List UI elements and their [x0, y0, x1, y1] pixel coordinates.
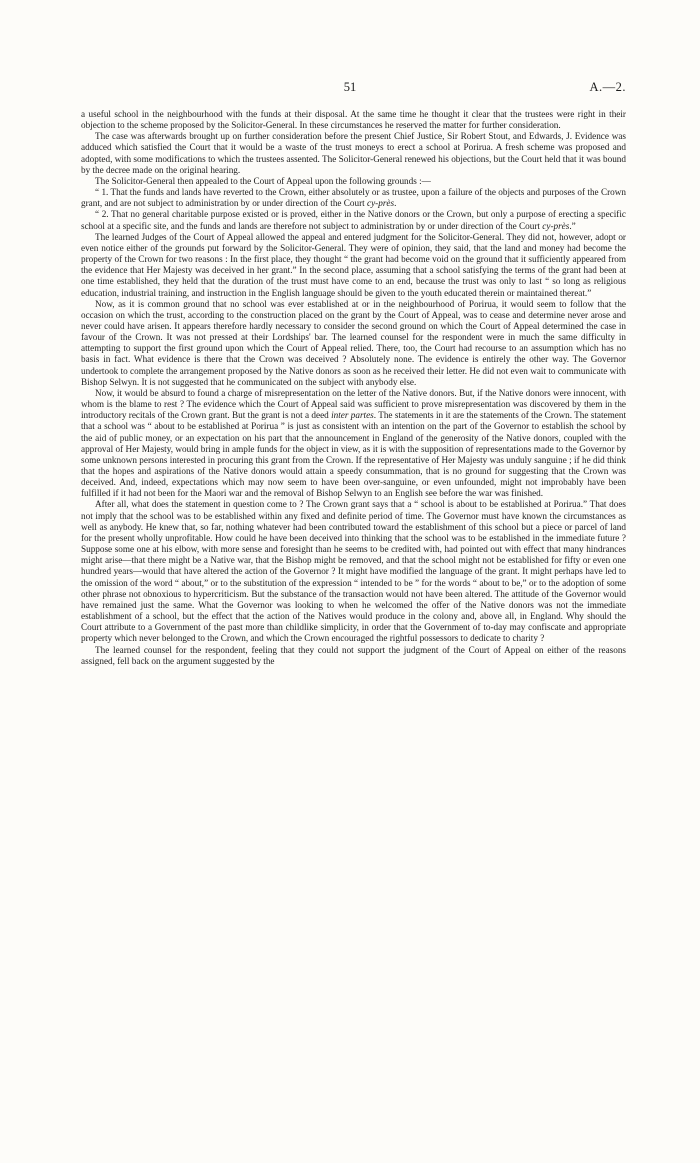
paragraph: “ 2. That no general charitable purpose existed or is proved, either in the Native donors or the Crown, but only a purpose of erecting a specific school at a specific site, and the funds and lands are therefore not subject to administration by or under direction of the Court cy-près.”: [81, 209, 626, 231]
paragraph: Now, as it is common ground that no school was ever established at or in the neighbourhood of Porirua, it would seem to follow that the occasion on which the trust, according to the construction placed on the grant by the Court of Appeal, was to cease and determine never arose and never could have arisen. It appears therefore hardly necessary to consider the second ground on which the Court of Appeal determined the case in favour of the Crown. It was not pressed at their Lordships' bar. The learned counsel for the respondent were in much the same difficulty in attempting to support the first ground upon which the Court of Appeal relied. There, too, the Court had recourse to an assumption which has no basis in fact. What evidence is there that the Crown was deceived ? Absolutely none. The evidence is entirely the other way. The Governor undertook to complete the arrangement proposed by the Native donors as soon as he received their letter. He did not even wait to communicate with Bishop Selwyn. It is not suggested that he communicated on the subject with anybody else.: [81, 298, 626, 387]
paragraph: The learned counsel for the respondent, feeling that they could not support the judgment of the Court of Appeal on either of the reasons assigned, fell back on the argument suggested by the: [81, 644, 626, 666]
paragraph: a useful school in the neighbourhood with the funds at their disposal. At the same time he thought it clear that the trustees were right in their objection to the scheme proposed by the Solicitor-General. In these circumstances he reserved the matter for further consideration.: [81, 109, 626, 131]
document-reference: A.—2.: [589, 80, 626, 94]
page-number: 51: [343, 80, 357, 94]
italic-phrase: cy-près: [542, 220, 570, 231]
italic-phrase: inter partes: [331, 410, 374, 421]
body-text: [81, 109, 626, 667]
paragraph: “ 1. That the funds and lands have reverted to the Crown, either absolutely or as trustee, upon a failure of the objects and purposes of the Crown grant, and are not subject to administration by or under direction of the Court cy-près.: [81, 187, 626, 209]
page-header: [0, 80, 700, 96]
italic-phrase: cy-près: [367, 198, 395, 209]
paragraph: The Solicitor-General then appealed to the Court of Appeal upon the following grounds :—: [95, 175, 431, 186]
paragraph: After all, what does the statement in question come to ? The Crown grant says that a “ school is about to be established at Porirua.” That does not imply that the school was to be established within any fixed and definite period of time. The Governor must have known the circumstances as well as anybody. He knew that, so far, nothing whatever had been contributed toward the establishment of this school but a piece or parcel of land for the present wholly unprofitable. How could he have been deceived into thinking that the school was to be established in the immediate future ? Suppose some one at his elbow, with more sense and foresight than he seems to be credited with, had pointed out with effect that many hindrances might arise—that there might be a Native war, that the Bishop might be removed, and that the school might not be established for fifty or even one hundred years—would that have altered the action of the Governor ? It might have modified the language of the grant. It might perhaps have led to the omission of the word “ about,” or to the substitution of the expression “ intended to be ” for the words “ about to be,” or to the adoption of some other phrase not obnoxious to hypercriticism. But the substance of the transaction would not have been altered. The attitude of the Governor would have remained just the same. What the Governor was looking to when he welcomed the offer of the Native donors was not the immediate establishment of a school, but the effect that the action of the Natives would produce in the colony and, above all, in England. Why should the Court attribute to a Government of the past more than childlike simplicity, in order that the Government of to-day may confiscate and appropriate property which never belonged to the Crown, and which the Crown encouraged the rightful possessors to dedicate to charity ?: [81, 499, 626, 644]
paragraph: Now, it would be absurd to found a charge of misrepresentation on the letter of the Native donors. But, if the Native donors were innocent, with whom is the blame to rest ? The evidence which the Court of Appeal said was sufficient to prove misrepresentation was discovered by them in the introductory recitals of the Crown grant. But the grant is not a deed inter partes. The statements in it are the statements of the Crown. The statement that a school was “ about to be established at Porirua ” is just as consistent with an intention on the part of the Governor to establish the school by the aid of public money, or an expectation on his part that the announcement in England of the generosity of the Native donors, coupled with the approval of Her Majesty, would bring in ample funds for the object in view, as it is with the supposition of representations made to the Governor by some unknown persons interested in procuring this grant from the Crown. If the representative of Her Majesty was unduly sanguine ; if he did think that the hopes and aspirations of the Native donors would attain a speedy consummation, that is no ground for suggesting that the Crown was deceived. And, indeed, expectations which may now seem to have been over-sanguine, or even unfounded, might not improbably have been fulfilled if it had not been for the Maori war and the removal of Bishop Selwyn to an English see before the war was finished.: [81, 387, 626, 499]
paragraph: The learned Judges of the Court of Appeal allowed the appeal and entered judgment for the Solicitor-General. They did not, however, adopt or even notice either of the grounds put forward by the Solicitor-General. They were of opinion, they said, that the land and money had become the property of the Crown for two reasons : In the first place, they thought “ the grant had become void on the ground that it sufficiently appeared from the evidence that Her Majesty was deceived in her grant.” In the second place, assuming that a school satisfying the terms of the grant had been at one time established, they held that the duration of the trust must have come to an end, because the trust was only to last “ so long as religious education, industrial training, and instruction in the English language should be given to the youth educated therein or maintained thereat.”: [81, 231, 626, 298]
paragraph: The case was afterwards brought up on further consideration before the present Chief Justice, Sir Robert Stout, and Edwards, J. Evidence was adduced which satisfied the Court that it would be a waste of the trust moneys to erect a school at Porirua. A fresh scheme was proposed and adopted, with some modifications to which the trustees assented. The Solicitor-General renewed his objections, but the Court held that it was bound by the decree made on the original hearing.: [81, 131, 626, 175]
